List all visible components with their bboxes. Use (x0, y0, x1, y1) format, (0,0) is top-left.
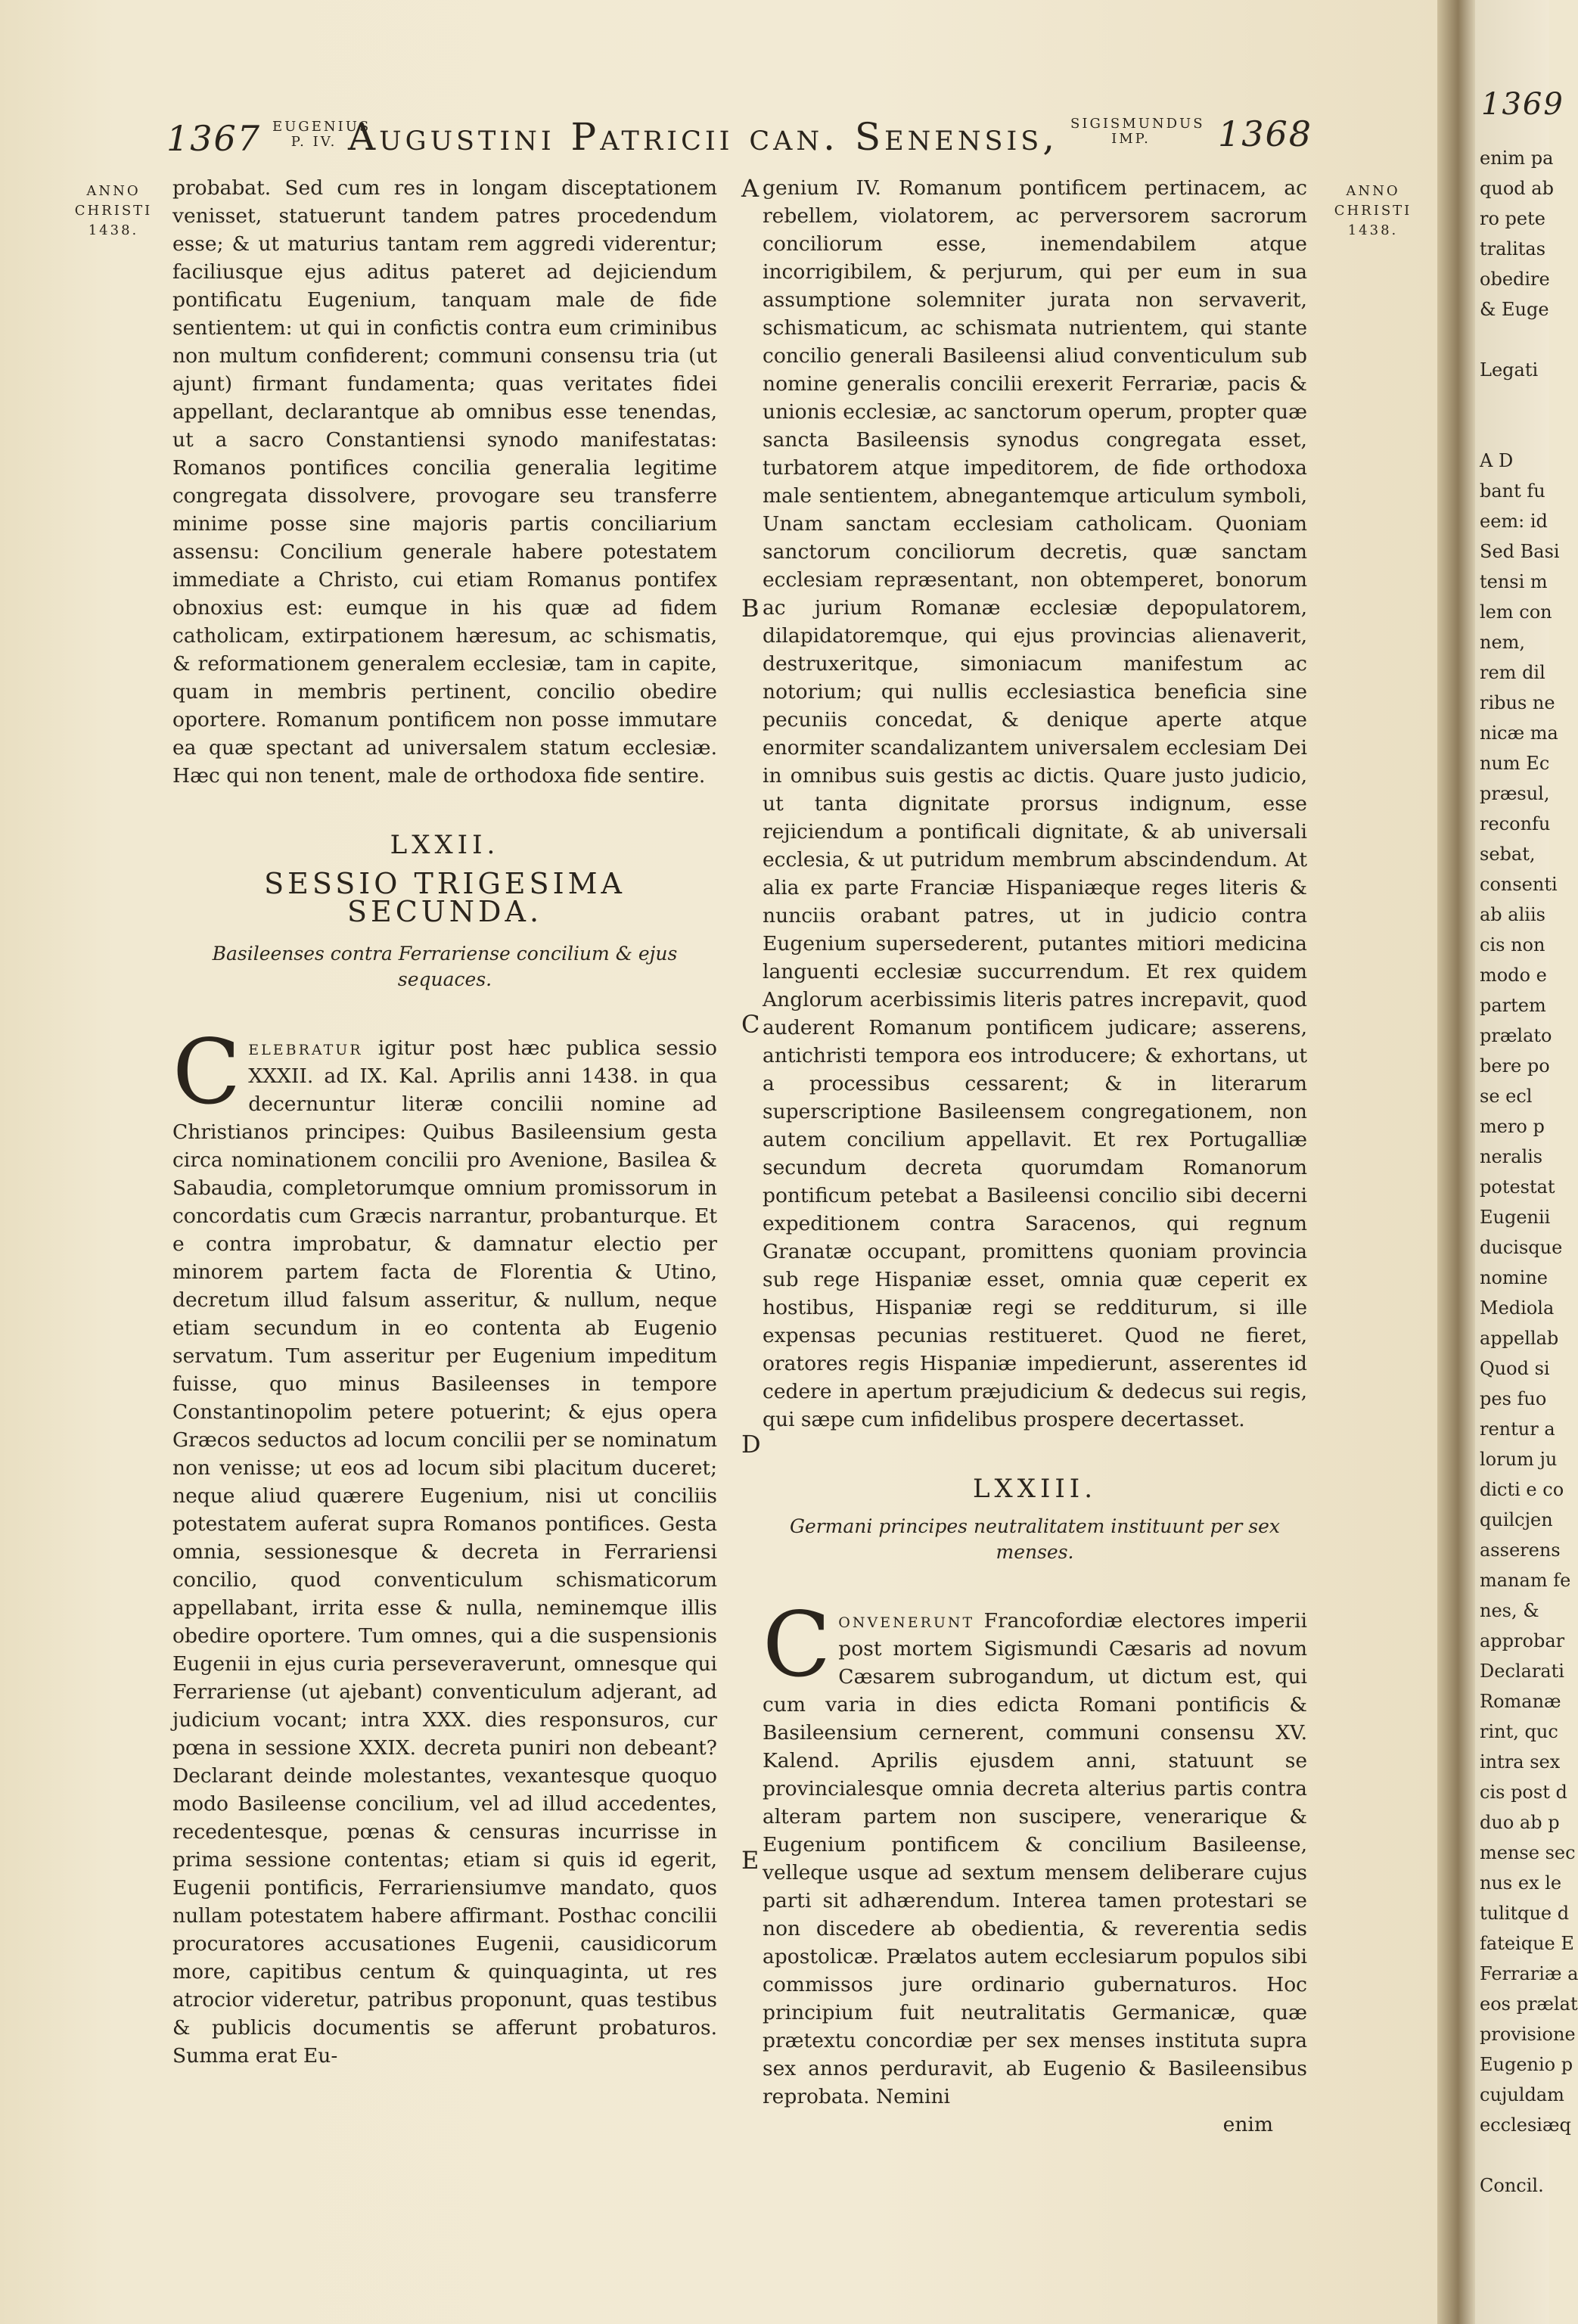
right-paragraph-2 (763, 1592, 1307, 2111)
next-page-line: rem dil (1480, 662, 1545, 683)
next-page-line: mero p (1480, 1116, 1545, 1137)
next-page-line: fateique E (1480, 1933, 1574, 1954)
next-page-line: ab aliis (1480, 904, 1545, 925)
next-page-line: potestat (1480, 1176, 1555, 1198)
next-page-line: dicti e co (1480, 1479, 1564, 1500)
next-page-line: Declarati (1480, 1661, 1564, 1682)
pope-heading: EUGENIUS P. IV. (272, 119, 371, 150)
drop-cap-c: C (172, 1020, 241, 1124)
next-page-line: quilcjen (1480, 1509, 1553, 1530)
next-page-line: quod ab (1480, 178, 1554, 199)
section-letter-a: A (741, 174, 759, 203)
next-page-line: ro pete (1480, 208, 1545, 229)
next-page-line: rentur a (1480, 1418, 1555, 1440)
right-text-column (763, 174, 1307, 2139)
next-page-line: asserens (1480, 1539, 1561, 1561)
next-page-line: sebat, (1480, 844, 1536, 865)
section-letter-d: D (741, 1430, 761, 1459)
next-page-line: eem: id (1480, 511, 1548, 532)
section-letter-c: C (741, 1010, 760, 1039)
next-page-line: se ecl (1480, 1086, 1533, 1107)
right-page-number: 1368 (1218, 113, 1313, 154)
next-page-line: manam fe (1480, 1570, 1571, 1591)
next-page-line: pes fuo (1480, 1388, 1547, 1409)
next-page-line: partem (1480, 995, 1546, 1016)
next-page-line: nus ex le (1480, 1872, 1562, 1894)
section-letter-b: B (741, 594, 759, 623)
next-page-line: eos prælat (1480, 1993, 1578, 2015)
next-page-line: ribus ne (1480, 692, 1555, 713)
next-page-number: 1369 (1481, 87, 1564, 122)
next-page-line: modo e (1480, 965, 1547, 986)
running-header (0, 113, 1437, 166)
next-page-line: nes, & (1480, 1600, 1539, 1621)
book-title: Augustini Patricii can. Senensis, (348, 115, 1059, 159)
next-page-line: A D (1480, 450, 1514, 471)
next-page-line: prælato (1480, 1025, 1552, 1046)
next-page-line: & Euge (1480, 299, 1549, 320)
next-page-line: reconfu (1480, 813, 1551, 834)
lead-word: elebratur (248, 1036, 363, 1060)
section-letter-markers (741, 174, 764, 2217)
next-page-line: consenti (1480, 874, 1558, 895)
next-page-line: præsul, (1480, 783, 1550, 804)
next-page-line: lem con (1480, 601, 1552, 623)
next-page-line: ducisque (1480, 1237, 1563, 1258)
next-page-line: provisione (1480, 2024, 1576, 2045)
next-page-line: tensi m (1480, 571, 1548, 592)
catchword: enim (1222, 2113, 1273, 2136)
next-page-line: Mediola (1480, 1297, 1555, 1319)
next-page-line: mense sec (1480, 1842, 1576, 1863)
year-margin-note-left: ANNO CHRISTI 1438. (74, 183, 153, 238)
next-page-line: ecclesiæq (1480, 2114, 1571, 2136)
next-page-line: appellab (1480, 1328, 1559, 1349)
next-page-line: Eugenii (1480, 1207, 1551, 1228)
drop-cap-c-2: C (763, 1592, 831, 1697)
next-page-line: nomine (1480, 1267, 1548, 1288)
left-paragraph-2-text: igitur post hæc publica sessio XXXII. ad IX. Kal. Aprilis anni 1438. in qua decernuntur literæ concilii nomine ad Christianos principes: Quibus Basileensium gesta circa nominationem concilii pro Avenione, Basilea & Sabaudia, completorumque omnium promissorum in concordatis cum Græcis narrantur, probanturque. Et e contra improbatur, & damnatur electio per minorem partem facta de Florentia & Utino, decretum illud falsum asseritur, & nullum, neque etiam secundum in eo contenta ab Eugenio servatum. Tum asseritur per Eugenium impeditum fuisse, quo minus Basileenses in tempore Constantinopolim petere potuerint; & ejus opera Græcos seductos ad locum concilii per se nominatum non venisse; ut eos ad locum sibi placitum duceret; neque aliud quærere Eugenium, nisi ut conciliis potestatem auferat supra Romanos pontifices. Gesta omnia, sessionesque & decreta in Ferrariensi concilio, quod conventiculum schismaticorum appellabant, irrita esse & nulla, neminemque illis obedire oportere. Tum omnes, qui a die suspensionis Eugenii in ejus curia perseveraverunt, omnesque qui Ferrariense (ut ajebant) conventiculum adjerant, ad judicium vocant; intra XXX. dies responsuros, cur pœna in sessione XXIX. decreta puniri non debeant? Declarant deinde molestantes, vexantesque quoquo modo Basileense concilium, vel ad illud accedentes, recedentesque, pœnas & censuras incurrisse in prima sessione contentas; etiam si quis id egerit, Eugenii pontificis, Ferrariensiumve mandato, quos nullam potestatem habere affirmant. Posthac concilii procuratores accusationes Eugenii, causidicorum more, capitibus centum & quinquaginta, ut res atrocior videretur, patribus proponunt, quas testibus & publicis documentis se afferunt probaturos. Summa erat Eu- (172, 1036, 717, 2068)
emperor-heading: SIGISMUNDUS IMP. (1070, 116, 1205, 147)
section-caption-lxxii: Basileenses contra Ferrariense concilium & ejus sequaces. (212, 943, 678, 990)
next-page-edge (1475, 0, 1578, 2324)
next-page-line: rint, quc (1480, 1721, 1558, 1742)
next-page-line: cujuldam (1480, 2084, 1564, 2105)
next-page-line: duo ab p (1480, 1812, 1560, 1833)
next-page-line: cis non (1480, 934, 1545, 955)
section-number-lxxiii: LXXIII. (972, 1474, 1098, 1504)
book-gutter-shadow (1437, 0, 1475, 2324)
next-page-line: intra sex (1480, 1751, 1561, 1773)
next-page-line: nicæ ma (1480, 722, 1558, 744)
section-letter-e: E (741, 1846, 759, 1875)
next-page-line: tralitas (1480, 238, 1546, 259)
next-page-line: Concil. (1480, 2175, 1544, 2196)
next-page-line: Ferrariæ a (1480, 1963, 1578, 1984)
left-page-number: 1367 (166, 118, 262, 159)
section-number-lxxii: LXXII. (390, 830, 500, 860)
next-page-line: lorum ju (1480, 1449, 1558, 1470)
session-heading: SESSIO TRIGESIMA SECUNDA. (264, 867, 626, 928)
next-page-line: cis post d (1480, 1782, 1567, 1803)
left-paragraph-1: probabat. Sed cum res in longam disceptationem venisset, statuerunt tandem patres procedendum esse; & ut maturius tantam rem aggredi viderentur; faciliusque ejus aditus pateret ad dejiciendum pontificatu Eugenium, tanquam male de fide sentientem: ut qui in confictis contra eum criminibus non multum confiderent; communi consensu tria (ut ajunt) firmant fundamenta; quas veritates fidei appellant, declarantque ab omnibus esse tenendas, ut a sacro Constantiensi synodo manifestatas: Romanos pontifices concilia generalia legitime congregata dissolvere, provogare seu transferre minime posse sine majoris partis conciliarium assensu: Concilium generale habere potestatem immediate a Christo, cui etiam Romanus pontifex obnoxius est: eumque in his quæ ad fidem catholicam, extirpationem hæresum, ac schismatis, & reformationem generalem ecclesiæ, tam in capite, quam in membris pertinent, concilio obedire oportere. Romanum pontificem non posse immutare ea quæ spectant ad universalem statum ecclesiæ. Hæc qui non tenent, male de orthodoxa fide sentire. (172, 176, 717, 788)
left-text-column (172, 174, 717, 2070)
next-page-line: enim pa (1480, 148, 1554, 169)
next-page-line: bere po (1480, 1055, 1550, 1077)
next-page-line: Quod si (1480, 1358, 1550, 1379)
next-page-line: approbar (1480, 1630, 1565, 1651)
next-page-line: nem, (1480, 632, 1526, 653)
next-page-line: neralis (1480, 1146, 1543, 1167)
next-page-line: Sed Basi (1480, 541, 1560, 562)
next-page-line: num Ec (1480, 753, 1550, 774)
right-paragraph-2-text: Francofordiæ electores imperii post mortem Sigismundi Cæsaris ad novum Cæsarem subrogandum, ut dictum est, qui cum varia in dies edicta Romani pontificis & Basileensium cernerent, communi consensu XV. Kalend. Aprilis ejusdem anni, statuunt se provincialesque omnia decreta alterius partis contra alteram partem non suscipere, venerarique & Eugenium pontificem & concilium Basileense, velleque usque ad sextum mensem deliberare cujus parti sit adhærendum. Interea tamen protestari se non discedere ab obedientia, & reverentia sedis apostolicæ. Prælatos autem ecclesiarum populos sibi commissos jure ordinario gubernaturos. Hoc principium fuit neutralitatis Germanicæ, quæ prætextu concordiæ per sex menses instituta supra sex annos perduravit, ab Eugenio & Basileensibus reprobata. Nemini (763, 1609, 1307, 2108)
lead-word-2: onvenerunt (838, 1609, 975, 1633)
next-page-line: Legati (1480, 359, 1539, 381)
right-paragraph-1: genium IV. Romanum pontificem pertinacem, ac rebellem, violatorem, ac perversorem sacrorum conciliorum esse, inemendabilem atque incorrigibilem, & perjurum, qui per eum in sua assumptione solemniter jurata non servaverit, schismaticum, ac schismata nutrientem, qui stante concilio generali Basileensi aliud conventiculum sub nomine generalis concilii erexerit Ferrariæ, pacis & unionis ecclesiæ, ac sanctorum operum, propter quæ sancta Basileensis synodus congregata esset, turbatorem atque impeditorem, de fide orthodoxa male sentientem, abnegantemque articulum symboli, Unam sanctam ecclesiam catholicam. Quoniam sanctorum conciliorum decretis, quæ sanctam ecclesiam repræsentant, non obtemperet, bonorum ac jurium Romanæ ecclesiæ depopulatorem, dilapidatoremque, qui ejus provincias alienaverit, destruxeritque, simoniacum manifestum ac notorium; qui nullis ecclesiastica beneficia sine pecuniis concedat, & denique aperte atque enormiter scandalizantem universalem ecclesiam Dei in omnibus suis gestis ac dictis. Quare justo judicio, ut tanta dignitate prorsus indignum, esse rejiciendum a pontificali dignitate, & ab universali ecclesia, & ut putridum membrum abscindendum. At alia ex parte Franciæ Hispaniæque reges literis & nunciis orabant patres, ut in judicio contra Eugenium supersederent, putantes mitiori medicina languenti ecclesiæ succurrendum. Et rex quidem Anglorum acerbissimis literis patres increpavit, quod auderent Romanum pontificem judicare; asserens, antichristi tempora eos introducere; & exhortans, ut a processibus cessarent; & in literarum superscriptione Basileensem congregationem, non autem concilium appellavit. Et rex Portugalliæ secundum decreta quorumdam Romanorum pontificum petebat a Basileensi concilio sibi decerni expeditionem contra Saracenos, qui regnum Granatæ occupant, promittens quoniam provincia sub rege Hispaniæ esset, omnia quæ ceperit ex hostibus, Hispaniæ regi se redditurum, si ille expensas pecunias restitueret. Quod ne fieret, oratores regis Hispaniæ impedierunt, asserentes id cedere in apertum præjudicium & dedecus sui regis, qui sæpe cum infidelibus prospere decertasset. (763, 176, 1307, 1431)
section-caption-lxxiii: Germani principes neutralitatem instituunt per sex menses. (789, 1515, 1281, 1563)
next-page-line: Eugenio p (1480, 2054, 1573, 2075)
year-margin-note-right: ANNO CHRISTI 1438. (1334, 183, 1412, 238)
left-paragraph-2 (172, 1020, 717, 2070)
next-page-line: tulitque d (1480, 1903, 1570, 1924)
next-page-line: bant fu (1480, 480, 1545, 502)
next-page-line: Romanæ (1480, 1691, 1561, 1712)
next-page-line: obedire (1480, 269, 1550, 290)
